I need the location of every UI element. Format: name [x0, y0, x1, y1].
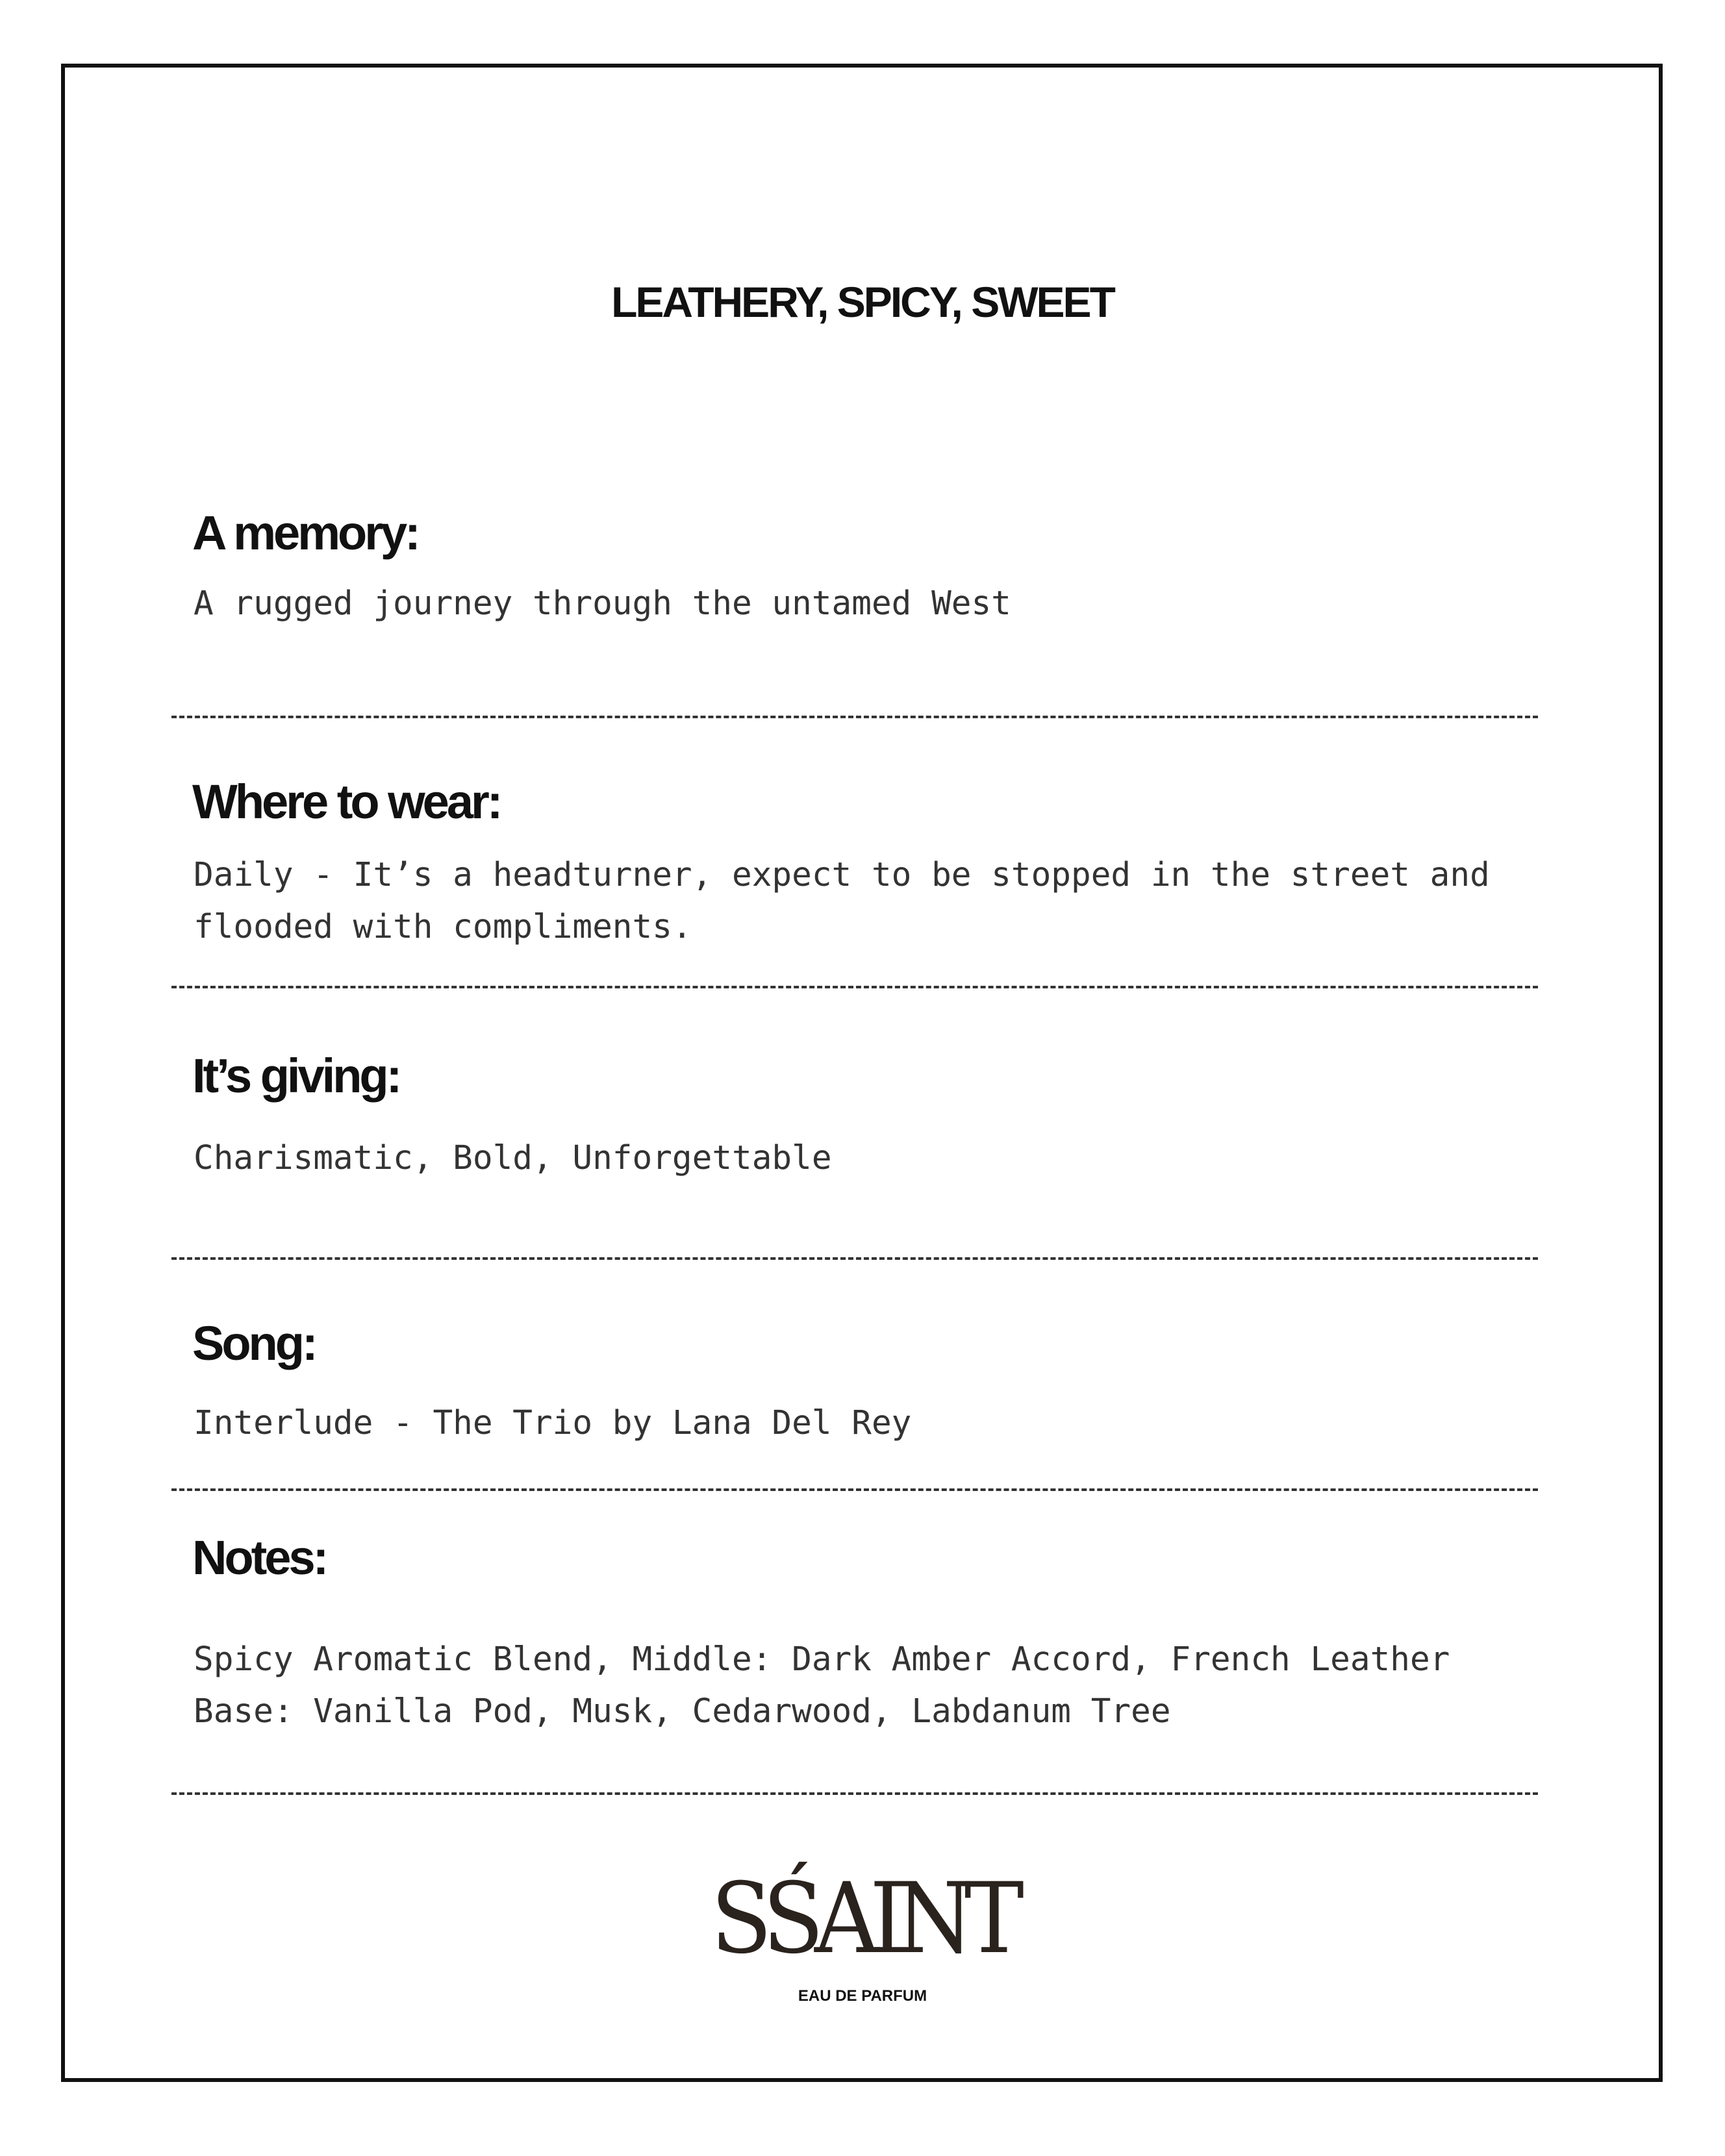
song-text: Interlude - The Trio by Lana Del Rey [194, 1404, 912, 1442]
song-heading: Song: [192, 1316, 316, 1370]
divider [171, 1792, 1538, 1795]
divider [171, 986, 1538, 988]
divider [171, 1257, 1538, 1260]
divider [171, 1488, 1538, 1491]
its-giving-heading: It’s giving: [192, 1049, 400, 1103]
brand-logo [0, 1862, 1725, 1975]
notes-heading: Notes: [192, 1531, 327, 1585]
notes-text: Spicy Aromatic Blend, Middle: Dark Amber Accord, French Leather Base: Vanilla Pod, Musk, Cedarwood, Labdanum Tree [194, 1640, 1450, 1731]
brand-tagline: EAU DE PARFUM [798, 1987, 927, 2005]
where-to-wear-text: Daily - It’s a headturner, expect to be stopped in the street and flooded with compliments. [194, 856, 1490, 946]
where-to-wear-heading: Where to wear: [192, 775, 501, 829]
divider [171, 716, 1538, 718]
brand-wordmark: SŚAINT [711, 1862, 1014, 1975]
page-title: LEATHERY, SPICY, SWEET [611, 278, 1114, 326]
memory-text: A rugged journey through the untamed West [194, 584, 1011, 623]
its-giving-text: Charismatic, Bold, Unforgettable [194, 1139, 832, 1177]
memory-heading: A memory: [192, 506, 418, 560]
